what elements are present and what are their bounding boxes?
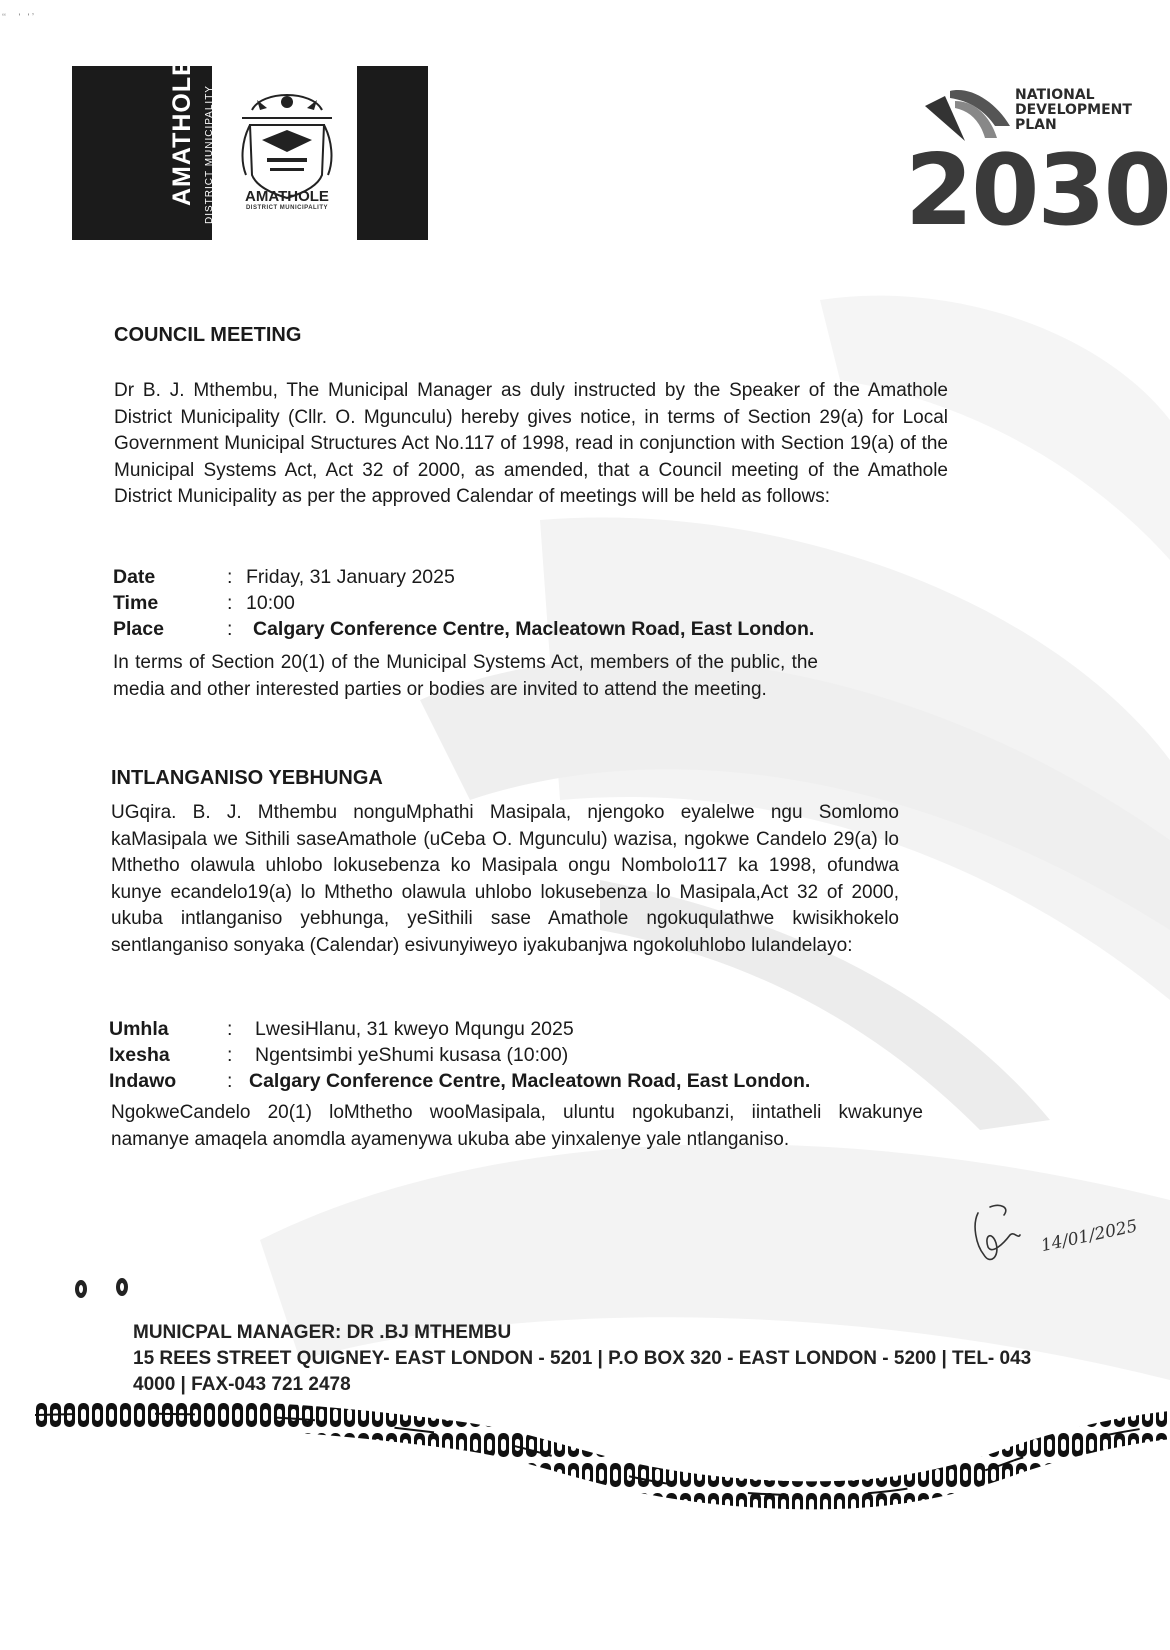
ndp-line1: NATIONAL bbox=[1015, 87, 1095, 103]
xhosa-closing: NgokweCandelo 20(1) loMthetho wooMasipala, uluntu ngokubanzi, iintatheli kwakunye namanye amaqela anomdla ayamenywa ukuba abe yinxalenye yale ntlanganiso. bbox=[111, 1102, 923, 1150]
handwritten-signature bbox=[970, 1195, 1160, 1275]
logo-vertical-title: AMATHOLE bbox=[168, 58, 196, 206]
english-closing: In terms of Section 20(1) of the Municipal Systems Act, members of the public, the media and other interested parties or bodies are invited to attend the meeting. bbox=[113, 652, 818, 700]
detail-label: Time bbox=[113, 592, 159, 614]
detail-value: LwesiHlanu, 31 kweyo Mqungu 2025 bbox=[255, 1018, 574, 1040]
ndp-2030-logo bbox=[905, 84, 1170, 254]
detail-value: Ngentsimbi yeShumi kusasa (10:00) bbox=[255, 1044, 569, 1066]
crest-title: AMATHOLE bbox=[245, 188, 329, 205]
logo-black-bar bbox=[357, 66, 428, 240]
detail-label: Umhla bbox=[109, 1018, 169, 1040]
ndp-line3: PLAN bbox=[1015, 117, 1057, 133]
detail-label: Indawo bbox=[109, 1070, 177, 1092]
bead-ornament bbox=[72, 1274, 142, 1304]
ndp-year: 2030 bbox=[905, 134, 1170, 248]
xhosa-heading: INTLANGANISO YEBHUNGA bbox=[111, 767, 383, 789]
scan-mark: ʻʻ ' ' ʼ bbox=[2, 12, 34, 22]
crest-subtitle: DISTRICT MUNICIPALITY bbox=[245, 205, 329, 211]
english-heading: COUNCIL MEETING bbox=[114, 324, 302, 346]
detail-value: 10:00 bbox=[246, 592, 295, 614]
detail-value: Calgary Conference Centre, Macleatown Road, East London. bbox=[253, 618, 815, 640]
xhosa-intro: UGqira. B. J. Mthembu nonguMphathi Masipala, njengoko eyalelwe ngu Somlomo kaMasipala we Sithili saseAmathole (uCeba O. Mgunculu) wazisa, ngokwe Candelo 29(a) lo Mthetho olawula uhlobo lokusebenza ko Masipala ongu Nombolo117 ka 1998, ofundwa kunye ecandelo19(a) lo Mthetho olawula uhlobo lokusebenza lo Masipala,Act 32 of 2000, ukuba intlanganiso yebhunga, yeSithili sase Amathole ngokuqulathwe kwisikhokelo sentlanganiso sonyaka (Calendar) esivunyiweyo iyakubanjwa ngokoluhlobo lulandelayo: bbox=[111, 802, 899, 956]
ndp-line2: DEVELOPMENT bbox=[1015, 102, 1132, 118]
beaded-border bbox=[35, 1400, 1170, 1530]
detail-value: Friday, 31 January 2025 bbox=[246, 566, 455, 588]
detail-label: Ixesha bbox=[109, 1044, 170, 1066]
footer-address-line1: 15 REES STREET QUIGNEY- EAST LONDON - 5201 | P.O BOX 320 - EAST LONDON - 5200 | TEL- 043 bbox=[133, 1348, 1032, 1369]
english-intro: Dr B. J. Mthembu, The Municipal Manager as duly instructed by the Speaker of the Amathole District Municipality (Cllr. O. Mgunculu) hereby gives notice, in terms of Section 29(a) for Local Government Municipal Structures Act No.117 of 1998, read in conjunction with Section 19(a) of the Municipal Systems Act, Act 32 of 2000, as amended, that a Council meeting of the Amathole District Municipality as per the approved Calendar of meetings will be held as follows: bbox=[114, 380, 948, 507]
logo-vertical-subtitle: DISTRICT MUNICIPALITY bbox=[204, 85, 215, 224]
detail-value: Calgary Conference Centre, Macleatown Road, East London. bbox=[249, 1070, 811, 1092]
footer-manager: MUNICPAL MANAGER: DR .BJ MTHEMBU bbox=[133, 1322, 512, 1343]
detail-label: Date bbox=[113, 566, 156, 588]
detail-label: Place bbox=[113, 618, 164, 640]
signature-date: 14/01/2025 bbox=[1039, 1216, 1140, 1257]
amathole-logo bbox=[72, 58, 428, 240]
footer-address-line2: 4000 | FAX-043 721 2478 bbox=[133, 1374, 351, 1395]
